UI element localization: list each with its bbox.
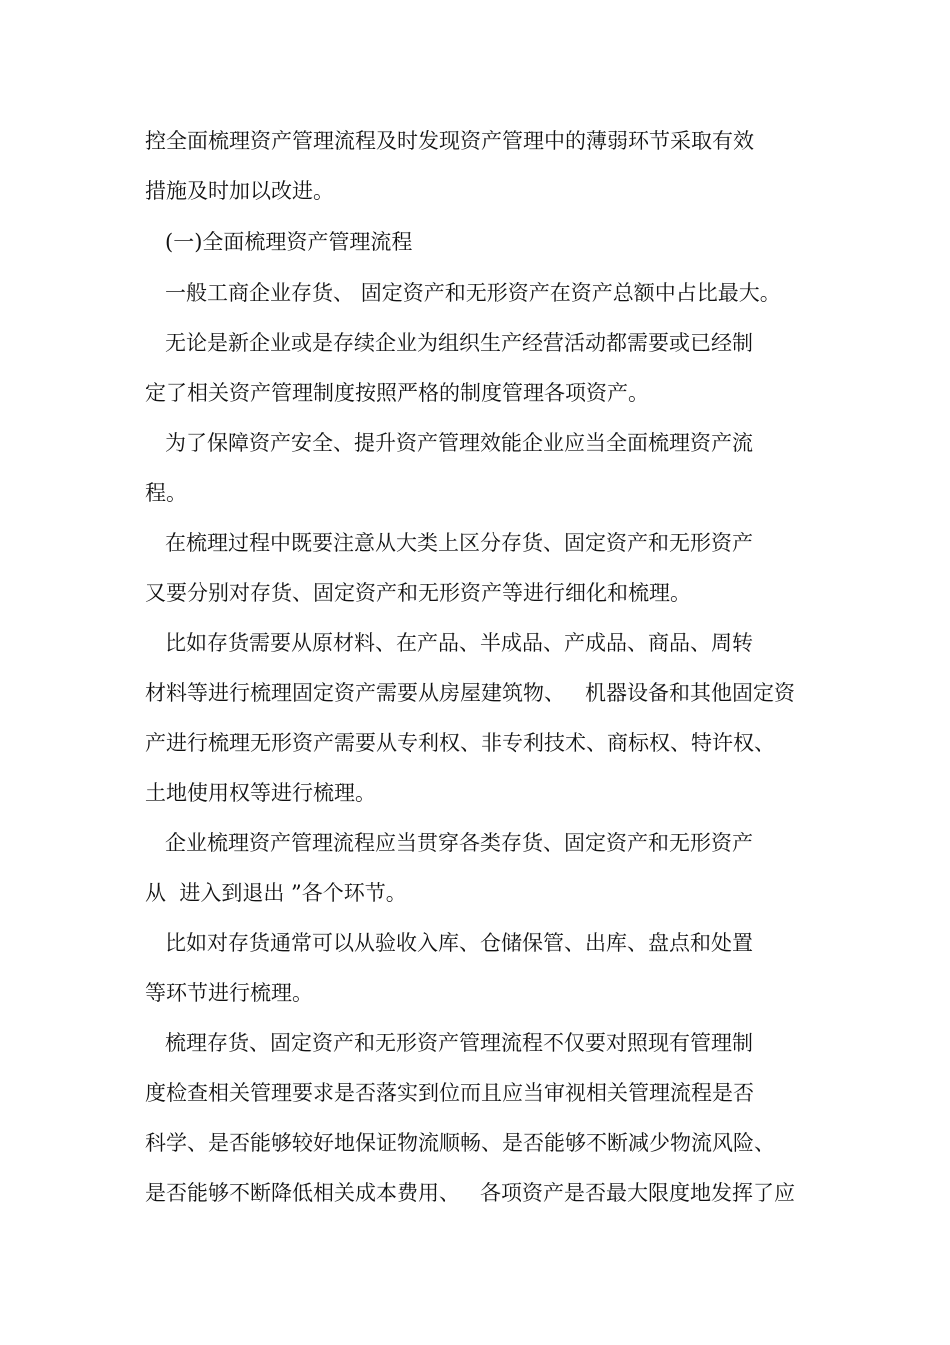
text-line: 无论是新企业或是存续企业为组织生产经营活动都需要或已经制	[145, 331, 754, 355]
text-line: 等环节进行梳理。	[145, 981, 313, 1005]
text-line: 梳理存货、固定资产和无形资产管理流程不仅要对照现有管理制	[145, 1031, 754, 1055]
text-line: 度检查相关管理要求是否落实到位而且应当审视相关管理流程是否	[145, 1081, 754, 1105]
text-line: 科学、是否能够较好地保证物流顺畅、是否能够不断减少物流风险、	[145, 1131, 775, 1155]
text-line: 措施及时加以改进。	[145, 179, 334, 203]
text-line: 一般工商企业存货、 固定资产和无形资产在资产总额中占比最大。	[145, 281, 781, 305]
text-line: 程。	[145, 481, 187, 505]
text-line: 比如对存货通常可以从验收入库、仓储保管、出库、盘点和处置	[145, 931, 754, 955]
text-line: 是否能够不断降低相关成本费用、 各项资产是否最大限度地发挥了应	[145, 1181, 796, 1205]
text-line: 土地使用权等进行梳理。	[145, 781, 376, 805]
text-line: 产进行梳理无形资产需要从专利权、非专利技术、商标权、特许权、	[145, 731, 775, 755]
text-line: 企业梳理资产管理流程应当贯穿各类存货、固定资产和无形资产	[145, 831, 754, 855]
text-line: 从 进入到退出 ”各个环节。	[145, 881, 407, 905]
text-line: 在梳理过程中既要注意从大类上区分存货、固定资产和无形资产	[145, 531, 754, 555]
text-line: 材料等进行梳理固定资产需要从房屋建筑物、 机器设备和其他固定资	[145, 681, 796, 705]
text-line: 比如存货需要从原材料、在产品、半成品、产成品、商品、周转	[145, 631, 754, 655]
text-line: 控全面梳理资产管理流程及时发现资产管理中的薄弱环节采取有效	[145, 129, 754, 153]
text-line: 又要分别对存货、固定资产和无形资产等进行细化和梳理。	[145, 581, 691, 605]
section-heading: (一)全面梳理资产管理流程	[145, 230, 413, 254]
text-line: 为了保障资产安全、提升资产管理效能企业应当全面梳理资产流	[145, 431, 754, 455]
text-line: 定了相关资产管理制度按照严格的制度管理各项资产。	[145, 381, 649, 405]
